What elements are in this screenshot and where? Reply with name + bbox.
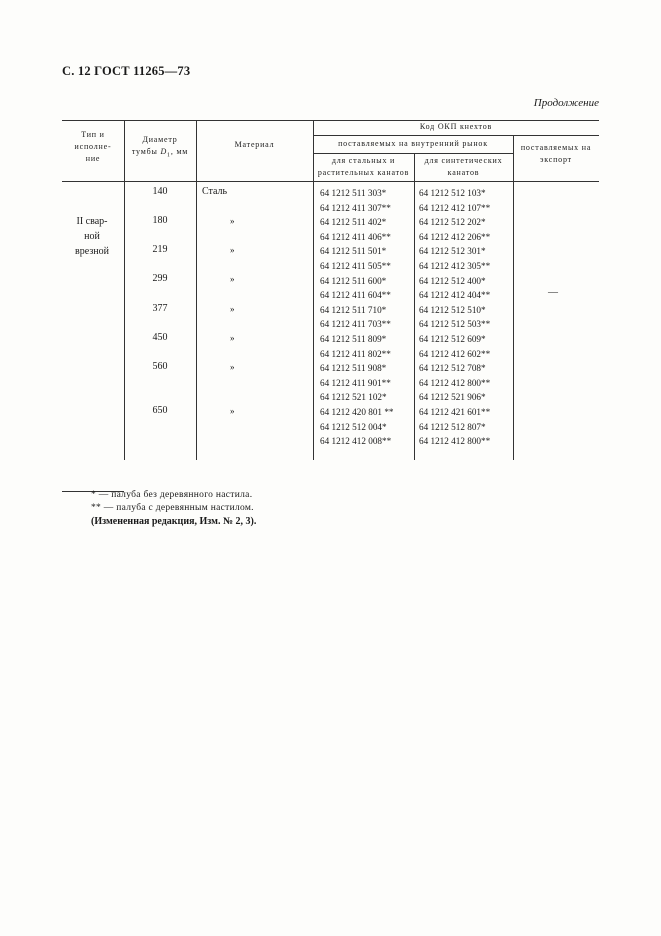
steel-code: 64 1212 511 710*: [320, 304, 387, 315]
diameter-cell: 140: [152, 186, 168, 197]
steel-code: 64 1212 511 402*: [320, 217, 387, 228]
steel-code: 64 1212 411 802**: [320, 348, 391, 359]
steel-code: 64 1212 411 307**: [320, 202, 391, 213]
steel-code: 64 1212 511 809*: [320, 333, 387, 344]
material-cell: »: [230, 304, 235, 314]
steel-code: 64 1212 412 008**: [320, 436, 392, 447]
synthetic-code: 64 1212 412 305**: [419, 260, 491, 271]
steel-code: 64 1212 411 703**: [320, 319, 391, 330]
header-bottom-rule: [62, 181, 599, 182]
synthetic-code: 64 1212 512 510*: [419, 304, 486, 315]
header-material: Материал: [234, 140, 275, 149]
steel-code: 64 1212 411 505**: [320, 260, 391, 271]
diameter-unit: мм: [176, 147, 189, 156]
header-steel: [313, 155, 414, 179]
diameter-cell: 450: [152, 332, 168, 343]
synthetic-code: 64 1212 512 202*: [419, 217, 486, 228]
header-domestic: поставляемых на внутренний рынок: [338, 139, 488, 148]
synthetic-code: 64 1212 412 107**: [419, 202, 491, 213]
header-synthetic: [414, 155, 513, 179]
col-rule-5: [513, 135, 514, 460]
footnote-double: ** — палуба с деревянным настилом.: [91, 503, 254, 513]
type-value: [62, 214, 122, 259]
material-cell: »: [230, 406, 235, 416]
header-type-line: Тип и: [81, 130, 105, 139]
col-rule-4: [414, 153, 415, 460]
steel-code: 64 1212 511 600*: [320, 275, 387, 286]
header-diameter: [124, 134, 196, 162]
diameter-cell: 219: [152, 244, 168, 255]
diameter-cell: 560: [152, 361, 168, 372]
synthetic-code: 64 1212 412 800**: [419, 436, 491, 447]
header-type: [62, 129, 124, 165]
footnote-single: * — палуба без деревянного настила.: [91, 490, 253, 500]
header-steel-line: для стальных и: [331, 156, 396, 165]
steel-code: 64 1212 411 901**: [320, 377, 391, 388]
steel-code: 64 1212 511 501*: [320, 246, 387, 257]
okp-rule: [313, 135, 599, 136]
material-cell: »: [230, 333, 235, 343]
steel-code: 64 1212 411 604**: [320, 290, 391, 301]
header-type-line: ние: [85, 154, 101, 163]
material-cell: »: [230, 245, 235, 255]
header-export-line: поставляемых на: [520, 143, 592, 152]
steel-code: 64 1212 521 102*: [320, 392, 387, 403]
type-value-line: II свар-: [76, 216, 108, 227]
synthetic-code: 64 1212 521 906*: [419, 392, 486, 403]
steel-code: 64 1212 420 801 **: [320, 406, 394, 417]
col-rule-2: [196, 120, 197, 460]
synthetic-code: 64 1212 512 400*: [419, 275, 486, 286]
continuation-label: Продолжение: [533, 97, 599, 109]
steel-code: 64 1212 411 406**: [320, 231, 391, 242]
header-diameter-line: Диаметр: [142, 135, 178, 144]
type-value-line: ной: [84, 231, 100, 242]
steel-code: 64 1212 511 303*: [320, 188, 387, 198]
diameter-subscript: 1: [167, 152, 171, 159]
synthetic-code: 64 1212 421 601**: [419, 406, 491, 417]
type-value-line: врезной: [75, 246, 109, 257]
synthetic-code: 64 1212 512 807*: [419, 421, 486, 432]
header-diameter-word: тумбы: [131, 147, 158, 156]
header-synthetic-line: для синтетических: [424, 156, 503, 165]
diameter-cell: 299: [152, 273, 168, 284]
synthetic-code: 64 1212 512 503**: [419, 319, 491, 330]
steel-code: 64 1212 511 908*: [320, 363, 387, 374]
header-diameter-line-2: тумбы $D_1$, мм: [131, 147, 189, 159]
steel-codes-column: [320, 186, 394, 449]
export-value: —: [548, 287, 558, 298]
synthetic-codes-column: [419, 186, 490, 449]
revision-note: (Измененная редакция, Изм. № 2, 3).: [91, 516, 257, 527]
header-synthetic-line: канатов: [447, 168, 480, 177]
header-export: [513, 142, 599, 166]
synthetic-code: 64 1212 412 404**: [419, 290, 491, 301]
header-okp: Код ОКП кнехтов: [419, 122, 493, 131]
synthetic-code: 64 1212 512 301*: [419, 246, 486, 257]
material-cell: »: [230, 274, 235, 284]
synthetic-code: 64 1212 512 708*: [419, 363, 486, 374]
header-type-line: исполне-: [74, 142, 112, 151]
diameter-cell: 650: [152, 405, 168, 416]
material-cell: »: [230, 362, 235, 372]
material-cell: »: [230, 216, 235, 226]
diameter-cell: 377: [152, 303, 168, 314]
synthetic-code: 64 1212 512 103*: [419, 188, 486, 198]
synthetic-code: 64 1212 412 602**: [419, 348, 491, 359]
material-cell: Сталь: [202, 186, 228, 197]
header-export-line: экспорт: [540, 155, 572, 164]
page-header: С. 12 ГОСТ 11265—73: [62, 64, 191, 78]
header-steel-line: растительных канатов: [317, 168, 410, 177]
synthetic-code: 64 1212 412 206**: [419, 231, 491, 242]
diameter-cell: 180: [152, 215, 168, 226]
steel-code: 64 1212 512 004*: [320, 421, 387, 432]
diameter-symbol: D: [160, 147, 168, 156]
domestic-rule: [313, 153, 513, 154]
synthetic-code: 64 1212 512 609*: [419, 333, 486, 344]
synthetic-code: 64 1212 412 800**: [419, 377, 491, 388]
